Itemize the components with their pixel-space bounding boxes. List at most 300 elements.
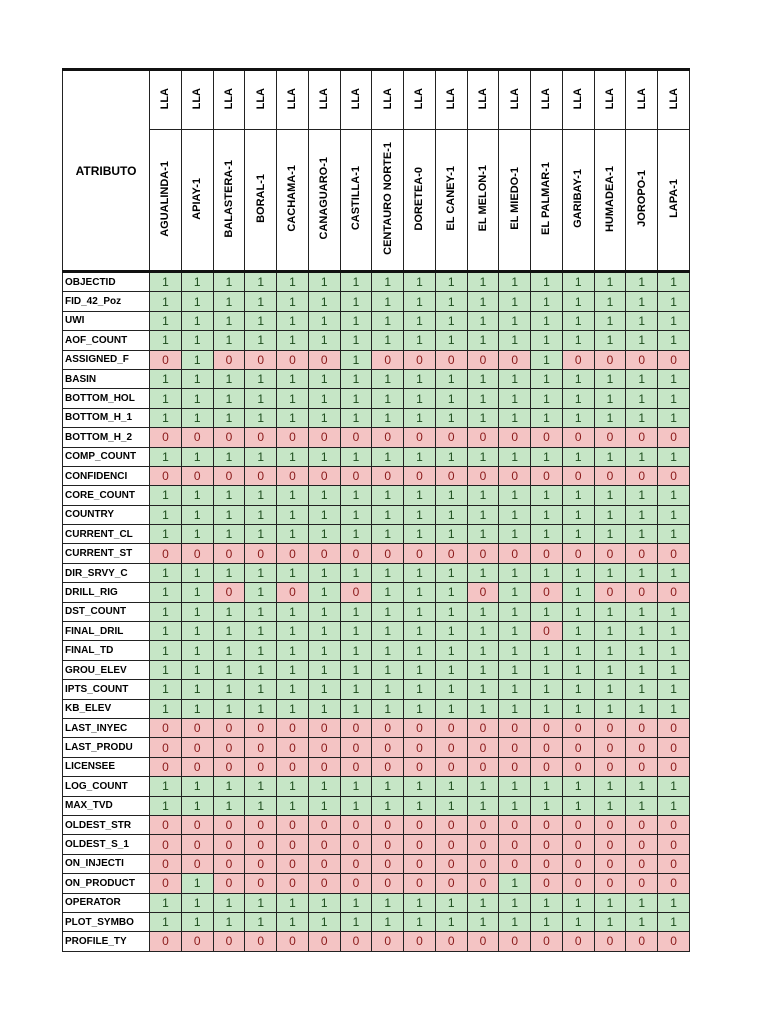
value-cell: 1 [594, 331, 626, 350]
value-cell: 1 [499, 777, 531, 796]
value-cell: 0 [181, 544, 213, 563]
value-cell: 1 [372, 622, 404, 641]
value-cell: 1 [150, 660, 182, 679]
value-cell: 1 [499, 796, 531, 815]
column-region-header [467, 70, 499, 130]
column-region-header [531, 70, 563, 130]
value-cell: 1 [562, 408, 594, 427]
value-cell: 0 [340, 428, 372, 447]
value-cell: 0 [372, 718, 404, 737]
value-cell: 1 [308, 912, 340, 931]
value-cell: 1 [531, 408, 563, 427]
value-cell: 1 [245, 912, 277, 931]
attribute-name-cell: LAST_PRODU [63, 738, 150, 757]
value-cell: 1 [626, 331, 658, 350]
value-cell: 1 [658, 777, 690, 796]
value-cell: 1 [340, 447, 372, 466]
table-row [63, 292, 690, 311]
value-cell: 1 [150, 699, 182, 718]
value-cell: 0 [626, 466, 658, 485]
value-cell: 1 [308, 389, 340, 408]
value-cell: 1 [594, 912, 626, 931]
table-row [63, 311, 690, 330]
value-cell: 0 [150, 874, 182, 893]
well-label: CACHAMA-1 [286, 165, 299, 232]
value-cell: 0 [308, 466, 340, 485]
attribute-name-cell: OPERATOR [63, 893, 150, 912]
table-row [63, 835, 690, 854]
value-cell: 0 [308, 854, 340, 873]
value-cell: 1 [594, 893, 626, 912]
value-cell: 1 [562, 272, 594, 292]
value-cell: 1 [150, 893, 182, 912]
attribute-name-cell: LOG_COUNT [63, 777, 150, 796]
value-cell: 0 [435, 350, 467, 369]
value-cell: 1 [626, 912, 658, 931]
value-cell: 1 [277, 563, 309, 582]
value-cell: 1 [245, 525, 277, 544]
value-cell: 1 [277, 311, 309, 330]
value-cell: 0 [435, 874, 467, 893]
value-cell: 1 [499, 505, 531, 524]
value-cell: 0 [435, 835, 467, 854]
value-cell: 1 [404, 622, 436, 641]
value-cell: 0 [499, 544, 531, 563]
value-cell: 1 [308, 292, 340, 311]
value-cell: 0 [340, 466, 372, 485]
value-cell: 1 [245, 486, 277, 505]
value-cell: 1 [372, 777, 404, 796]
value-cell: 0 [340, 757, 372, 776]
value-cell: 1 [531, 505, 563, 524]
value-cell: 1 [626, 272, 658, 292]
value-cell: 1 [562, 447, 594, 466]
value-cell: 1 [531, 272, 563, 292]
value-cell: 0 [245, 428, 277, 447]
value-cell: 0 [181, 815, 213, 834]
value-cell: 1 [181, 583, 213, 602]
value-cell: 1 [531, 311, 563, 330]
value-cell: 1 [467, 563, 499, 582]
value-cell: 0 [562, 757, 594, 776]
value-cell: 1 [181, 505, 213, 524]
well-label: LAPA-1 [667, 179, 680, 218]
value-cell: 0 [277, 932, 309, 951]
value-cell: 1 [308, 583, 340, 602]
value-cell: 0 [213, 544, 245, 563]
value-cell: 0 [658, 874, 690, 893]
value-cell: 1 [626, 563, 658, 582]
value-cell: 1 [594, 796, 626, 815]
value-cell: 1 [467, 292, 499, 311]
value-cell: 1 [499, 680, 531, 699]
value-cell: 1 [435, 486, 467, 505]
value-cell: 1 [372, 408, 404, 427]
value-cell: 0 [626, 932, 658, 951]
value-cell: 0 [531, 757, 563, 776]
value-cell: 0 [594, 835, 626, 854]
value-cell: 1 [213, 563, 245, 582]
value-cell: 1 [308, 777, 340, 796]
region-label: LLA [191, 87, 204, 110]
value-cell: 1 [404, 796, 436, 815]
well-label: CASTILLA-1 [349, 166, 362, 231]
attribute-name-cell: BOTTOM_HOL [63, 389, 150, 408]
table-row [63, 272, 690, 292]
value-cell: 0 [277, 757, 309, 776]
value-cell: 1 [372, 699, 404, 718]
value-cell: 1 [404, 641, 436, 660]
value-cell: 1 [499, 583, 531, 602]
value-cell: 1 [245, 680, 277, 699]
value-cell: 1 [181, 699, 213, 718]
value-cell: 0 [245, 854, 277, 873]
value-cell: 1 [340, 525, 372, 544]
value-cell: 1 [562, 563, 594, 582]
value-cell: 0 [499, 466, 531, 485]
value-cell: 0 [150, 738, 182, 757]
value-cell: 1 [562, 602, 594, 621]
attribute-header: ATRIBUTO [63, 70, 150, 272]
value-cell: 1 [467, 912, 499, 931]
column-well-header [150, 130, 182, 272]
value-cell: 1 [372, 796, 404, 815]
value-cell: 1 [340, 389, 372, 408]
value-cell: 0 [372, 350, 404, 369]
value-cell: 1 [372, 912, 404, 931]
value-cell: 1 [531, 912, 563, 931]
value-cell: 0 [594, 466, 626, 485]
region-label: LLA [349, 87, 362, 110]
column-region-header [435, 70, 467, 130]
table-row [63, 680, 690, 699]
value-cell: 1 [308, 272, 340, 292]
value-cell: 1 [277, 389, 309, 408]
value-cell: 1 [562, 331, 594, 350]
value-cell: 0 [562, 544, 594, 563]
value-cell: 1 [499, 699, 531, 718]
table-row [63, 466, 690, 485]
value-cell: 1 [150, 447, 182, 466]
value-cell: 1 [435, 505, 467, 524]
value-cell: 1 [435, 777, 467, 796]
value-cell: 0 [181, 466, 213, 485]
attribute-name-cell: AOF_COUNT [63, 331, 150, 350]
value-cell: 1 [626, 525, 658, 544]
table-row [63, 660, 690, 679]
well-label: CENTAURO NORTE-1 [381, 142, 394, 255]
well-label: EL CANEY-1 [445, 166, 458, 231]
value-cell: 0 [404, 874, 436, 893]
value-cell: 1 [404, 311, 436, 330]
value-cell: 0 [404, 757, 436, 776]
value-cell: 1 [372, 292, 404, 311]
value-cell: 1 [626, 369, 658, 388]
value-cell: 1 [562, 796, 594, 815]
column-well-header [404, 130, 436, 272]
value-cell: 1 [372, 893, 404, 912]
value-cell: 1 [213, 447, 245, 466]
value-cell: 1 [213, 680, 245, 699]
value-cell: 1 [340, 350, 372, 369]
value-cell: 1 [181, 641, 213, 660]
value-cell: 1 [277, 602, 309, 621]
well-label: AGUALINDA-1 [159, 160, 172, 237]
value-cell: 0 [562, 738, 594, 757]
value-cell: 1 [499, 331, 531, 350]
value-cell: 1 [245, 292, 277, 311]
value-cell: 1 [594, 272, 626, 292]
value-cell: 0 [531, 544, 563, 563]
value-cell: 1 [594, 311, 626, 330]
value-cell: 0 [372, 757, 404, 776]
value-cell: 1 [150, 369, 182, 388]
value-cell: 1 [594, 486, 626, 505]
value-cell: 0 [435, 932, 467, 951]
value-cell: 1 [499, 447, 531, 466]
value-cell: 1 [308, 563, 340, 582]
value-cell: 0 [499, 854, 531, 873]
value-cell: 1 [531, 777, 563, 796]
value-cell: 1 [499, 641, 531, 660]
value-cell: 1 [404, 505, 436, 524]
well-label: CANAGUARO-1 [318, 157, 331, 240]
value-cell: 1 [340, 680, 372, 699]
value-cell: 1 [150, 292, 182, 311]
value-cell: 0 [277, 854, 309, 873]
column-well-header [277, 130, 309, 272]
column-well-header [245, 130, 277, 272]
value-cell: 1 [308, 660, 340, 679]
value-cell: 1 [467, 408, 499, 427]
value-cell: 1 [181, 622, 213, 641]
value-cell: 0 [150, 718, 182, 737]
value-cell: 1 [340, 602, 372, 621]
well-label: HUMADEA-1 [603, 165, 616, 232]
value-cell: 1 [150, 796, 182, 815]
value-cell: 0 [213, 428, 245, 447]
value-cell: 0 [150, 815, 182, 834]
value-cell: 0 [340, 738, 372, 757]
value-cell: 1 [531, 699, 563, 718]
value-cell: 1 [404, 486, 436, 505]
value-cell: 1 [531, 525, 563, 544]
value-cell: 0 [213, 874, 245, 893]
value-cell: 0 [308, 428, 340, 447]
value-cell: 1 [562, 777, 594, 796]
value-cell: 0 [181, 428, 213, 447]
value-cell: 1 [467, 641, 499, 660]
well-label: DORETEA-0 [413, 166, 426, 231]
value-cell: 0 [150, 835, 182, 854]
value-cell: 0 [626, 544, 658, 563]
value-cell: 1 [626, 893, 658, 912]
value-cell: 1 [435, 699, 467, 718]
value-cell: 1 [499, 874, 531, 893]
value-cell: 0 [404, 932, 436, 951]
table-row [63, 796, 690, 815]
value-cell: 1 [372, 583, 404, 602]
value-cell: 1 [340, 563, 372, 582]
attribute-name-cell: DRILL_RIG [63, 583, 150, 602]
value-cell: 1 [277, 641, 309, 660]
value-cell: 1 [213, 602, 245, 621]
value-cell: 1 [150, 641, 182, 660]
value-cell: 1 [277, 505, 309, 524]
value-cell: 0 [372, 874, 404, 893]
value-cell: 1 [658, 602, 690, 621]
value-cell: 0 [562, 466, 594, 485]
value-cell: 1 [435, 272, 467, 292]
value-cell: 1 [562, 893, 594, 912]
value-cell: 1 [626, 680, 658, 699]
value-cell: 1 [531, 369, 563, 388]
value-cell: 0 [467, 932, 499, 951]
value-cell: 1 [404, 660, 436, 679]
table-row [63, 505, 690, 524]
table-row [63, 815, 690, 834]
value-cell: 1 [404, 331, 436, 350]
value-cell: 1 [308, 447, 340, 466]
value-cell: 1 [562, 525, 594, 544]
value-cell: 1 [626, 796, 658, 815]
value-cell: 1 [658, 622, 690, 641]
value-cell: 0 [404, 718, 436, 737]
value-cell: 1 [467, 777, 499, 796]
value-cell: 0 [181, 835, 213, 854]
table-row [63, 912, 690, 931]
value-cell: 1 [658, 796, 690, 815]
value-cell: 1 [467, 389, 499, 408]
value-cell: 1 [404, 912, 436, 931]
value-cell: 0 [150, 757, 182, 776]
value-cell: 1 [626, 777, 658, 796]
value-cell: 0 [435, 854, 467, 873]
value-cell: 0 [340, 583, 372, 602]
column-well-header [435, 130, 467, 272]
value-cell: 1 [594, 369, 626, 388]
value-cell: 1 [181, 389, 213, 408]
value-cell: 0 [150, 466, 182, 485]
value-cell: 0 [626, 428, 658, 447]
value-cell: 0 [626, 815, 658, 834]
value-cell: 1 [308, 525, 340, 544]
region-label: LLA [667, 87, 680, 110]
column-region-header [499, 70, 531, 130]
region-label: LLA [381, 87, 394, 110]
value-cell: 1 [562, 622, 594, 641]
value-cell: 0 [594, 738, 626, 757]
value-cell: 0 [213, 932, 245, 951]
value-cell: 1 [562, 292, 594, 311]
value-cell: 1 [181, 369, 213, 388]
attribute-name-cell: BOTTOM_H_1 [63, 408, 150, 427]
value-cell: 0 [658, 757, 690, 776]
attribute-name-cell: COUNTRY [63, 505, 150, 524]
value-cell: 1 [308, 505, 340, 524]
value-cell: 0 [499, 718, 531, 737]
value-cell: 1 [404, 447, 436, 466]
value-cell: 1 [277, 408, 309, 427]
value-cell: 0 [658, 932, 690, 951]
value-cell: 0 [213, 583, 245, 602]
value-cell: 1 [213, 525, 245, 544]
value-cell: 1 [531, 486, 563, 505]
value-cell: 0 [658, 428, 690, 447]
value-cell: 0 [594, 428, 626, 447]
value-cell: 0 [499, 738, 531, 757]
value-cell: 1 [435, 311, 467, 330]
value-cell: 0 [245, 466, 277, 485]
value-cell: 1 [467, 699, 499, 718]
region-label: LLA [603, 87, 616, 110]
value-cell: 1 [181, 563, 213, 582]
value-cell: 1 [308, 641, 340, 660]
value-cell: 0 [594, 932, 626, 951]
value-cell: 0 [467, 544, 499, 563]
value-cell: 0 [404, 815, 436, 834]
value-cell: 1 [150, 777, 182, 796]
attribute-name-cell: COMP_COUNT [63, 447, 150, 466]
value-cell: 0 [308, 815, 340, 834]
value-cell: 1 [340, 331, 372, 350]
value-cell: 0 [308, 835, 340, 854]
region-label: LLA [318, 87, 331, 110]
value-cell: 1 [531, 350, 563, 369]
value-cell: 0 [658, 854, 690, 873]
table-row [63, 602, 690, 621]
value-cell: 1 [531, 292, 563, 311]
value-cell: 0 [245, 932, 277, 951]
value-cell: 1 [499, 893, 531, 912]
value-cell: 0 [404, 544, 436, 563]
value-cell: 0 [404, 835, 436, 854]
value-cell: 1 [467, 660, 499, 679]
value-cell: 0 [372, 932, 404, 951]
value-cell: 1 [562, 486, 594, 505]
value-cell: 1 [181, 525, 213, 544]
value-cell: 0 [277, 835, 309, 854]
table-row [63, 777, 690, 796]
value-cell: 1 [658, 369, 690, 388]
value-cell: 1 [213, 486, 245, 505]
value-cell: 1 [213, 699, 245, 718]
value-cell: 1 [626, 622, 658, 641]
value-cell: 1 [404, 563, 436, 582]
value-cell: 1 [150, 505, 182, 524]
value-cell: 0 [340, 815, 372, 834]
value-cell: 1 [340, 699, 372, 718]
value-cell: 0 [467, 583, 499, 602]
value-cell: 0 [467, 738, 499, 757]
table-row [63, 641, 690, 660]
value-cell: 1 [467, 602, 499, 621]
value-cell: 0 [213, 815, 245, 834]
value-cell: 1 [404, 389, 436, 408]
value-cell: 0 [499, 757, 531, 776]
value-cell: 0 [181, 757, 213, 776]
value-cell: 0 [372, 466, 404, 485]
value-cell: 0 [245, 815, 277, 834]
value-cell: 1 [594, 563, 626, 582]
value-cell: 1 [372, 525, 404, 544]
attribute-name-cell: BASIN [63, 369, 150, 388]
value-cell: 1 [594, 389, 626, 408]
value-cell: 1 [245, 369, 277, 388]
value-cell: 1 [340, 369, 372, 388]
value-cell: 0 [245, 544, 277, 563]
attribute-name-cell: CORE_COUNT [63, 486, 150, 505]
